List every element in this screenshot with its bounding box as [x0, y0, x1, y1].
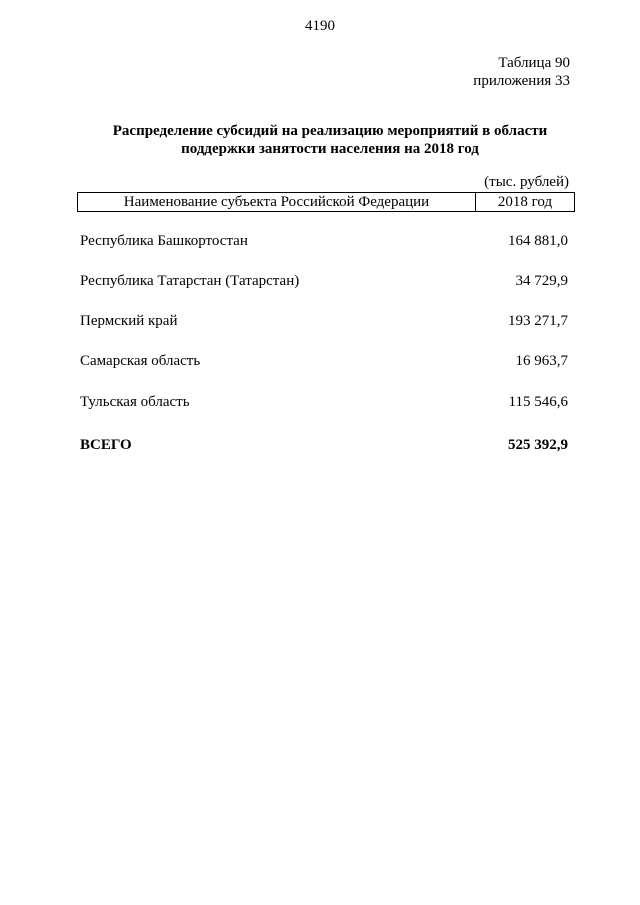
table-row: [80, 233, 568, 250]
header-region-name: Наименование субъекта Российской Федерации: [78, 193, 476, 211]
table-reference-line2: приложения 33: [473, 73, 570, 89]
total-value: 525 392,9: [508, 437, 568, 453]
document-title: [60, 122, 600, 158]
row-region-name: Республика Татарстан (Татарстан): [80, 273, 300, 289]
table-row: [80, 394, 568, 411]
row-value: 193 271,7: [508, 313, 568, 329]
row-region-name: Самарская область: [80, 353, 201, 369]
table-reference: [473, 54, 570, 90]
row-value: 34 729,9: [515, 273, 568, 289]
header-year: 2018 год: [497, 194, 553, 210]
document-title-line2: поддержки занятости населения на 2018 год: [181, 141, 479, 157]
row-value: 115 546,6: [508, 394, 568, 410]
row-value: 164 881,0: [508, 233, 568, 249]
table-reference-line1: Таблица 90: [498, 55, 570, 71]
row-region-name: Тульская область: [80, 394, 190, 410]
row-region-name: Республика Башкортостан: [80, 233, 248, 249]
row-value: 16 963,7: [515, 353, 568, 369]
total-label: ВСЕГО: [80, 437, 132, 453]
table-row: [80, 353, 568, 370]
document-title-line1: Распределение субсидий на реализацию мероприятий в области: [112, 123, 548, 139]
total-row: [80, 437, 568, 454]
table-row: [80, 313, 568, 330]
table-header: [77, 192, 575, 212]
page-number: 4190: [305, 18, 335, 34]
row-region-name: Пермский край: [80, 313, 178, 329]
table-row: [80, 273, 568, 290]
units-note: (тыс. рублей): [484, 174, 569, 190]
